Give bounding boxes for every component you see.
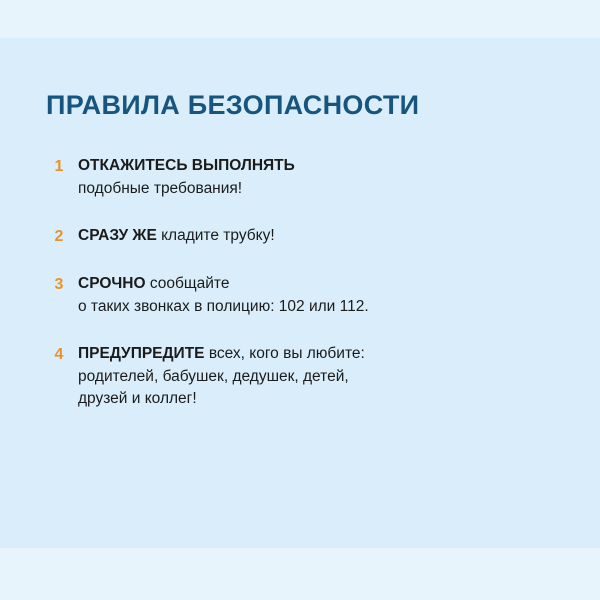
rules-list [46, 155, 554, 411]
list-item-emphasis: ПРЕДУПРЕДИТЕ [78, 345, 209, 363]
list-item-normal: кладите трубку! [161, 227, 275, 245]
list-item-line [78, 273, 554, 296]
list-item-normal: сообщайте [149, 275, 230, 293]
list-item-normal: подобные требования! [78, 179, 243, 197]
list-item-line [78, 388, 554, 411]
list-item-emphasis: СРАЗУ ЖЕ [78, 227, 162, 245]
list-item [46, 155, 554, 200]
list-item-number: 3 [54, 276, 64, 294]
list-item-text [78, 155, 554, 200]
list-item-text [78, 273, 554, 318]
list-item [46, 225, 554, 248]
safety-rules-card [0, 38, 600, 548]
list-item [46, 273, 554, 318]
list-item-normal: родителей, бабушек, дедушек, детей, [78, 367, 349, 385]
list-item-normal: о таких звонках в полицию: 102 или 112. [78, 297, 369, 315]
list-item-number: 1 [54, 158, 64, 176]
list-item-line [78, 225, 554, 248]
list-item-normal: всех, кого вы любите: [208, 345, 365, 363]
list-item-number: 2 [54, 228, 64, 246]
list-item-line [78, 296, 554, 319]
list-item-text [78, 343, 554, 411]
list-item-line [78, 155, 554, 178]
list-item-emphasis: ОТКАЖИТЕСЬ ВЫПОЛНЯТЬ [78, 157, 295, 175]
list-item [46, 343, 554, 411]
list-item-line [78, 343, 554, 366]
list-item-line [78, 366, 554, 389]
list-item-text [78, 225, 554, 248]
list-item-number: 4 [54, 346, 64, 364]
list-item-line [78, 178, 554, 201]
list-item-emphasis: СРОЧНО [78, 275, 150, 293]
page-title: ПРАВИЛА БЕЗОПАСНОСТИ [46, 90, 420, 120]
list-item-normal: друзей и коллег! [78, 390, 197, 408]
card-inner [0, 38, 600, 411]
